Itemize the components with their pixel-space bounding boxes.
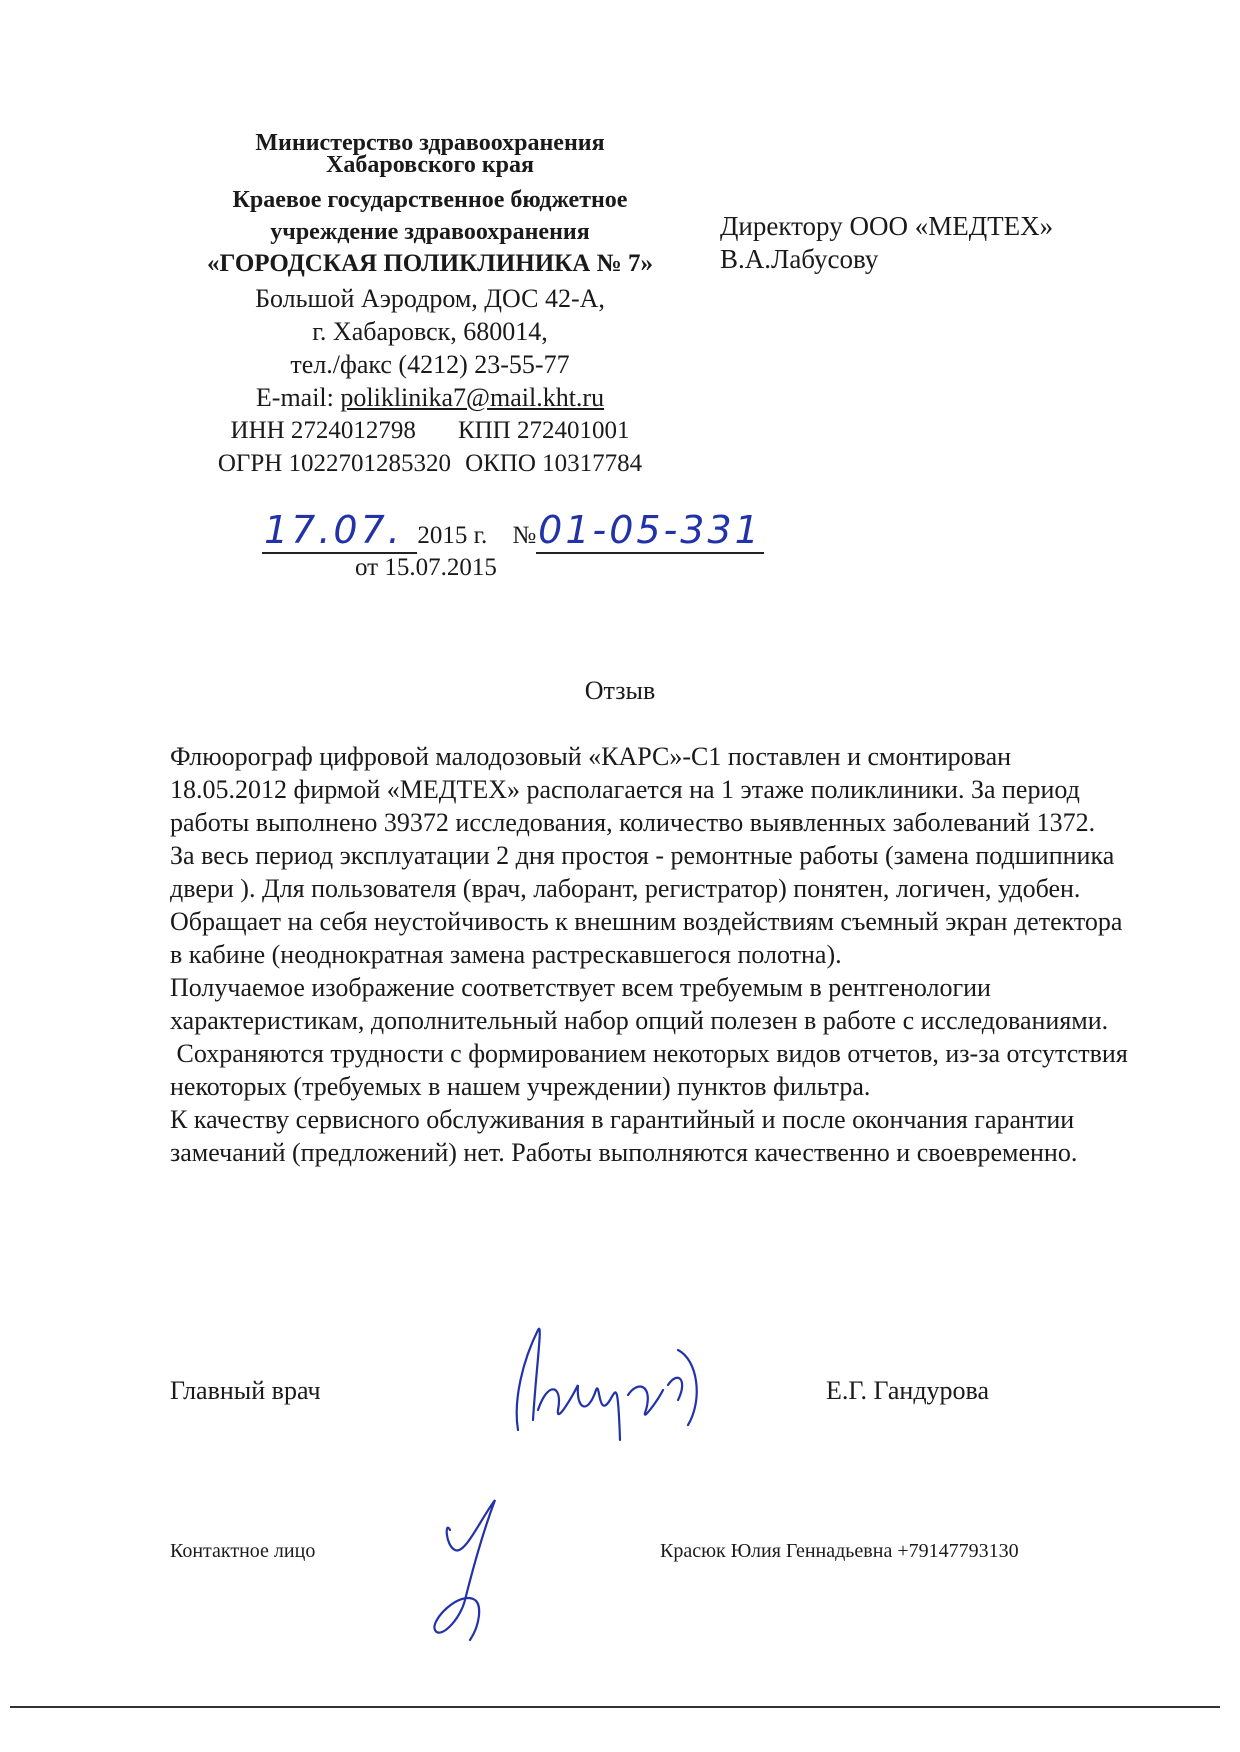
phone-fax: тел./факс (4212) 23-55-77 [290, 350, 570, 379]
okpo: ОКПО 10317784 [465, 450, 643, 477]
handwritten-date: 17.07. [264, 508, 403, 552]
contact-person-details: Красюк Юлия Геннадьевна +79147793130 [660, 1540, 1019, 1562]
chief-doctor-signature [478, 1300, 738, 1450]
address-line-2: г. Хабаровск, 680014, [312, 317, 548, 346]
body-paragraph: Флюорограф цифровой малодозовый «КАРС»-С1 поставлен и смонтирован 18.05.2012 фирмой «МЕДТЕХ» располагается на 1 этаже поликлиники. За период работы выполнено 39372 исследования, количество выявленных заболеваний 1372. [170, 742, 1096, 837]
address-line-1: Большой Аэродром, ДОС 42-А, [255, 284, 605, 313]
signatory-name: Е.Г. Гандурова [826, 1376, 990, 1405]
ogrn: ОГРН 1022701285320 [217, 450, 452, 477]
outgoing-year: 2015 г. [417, 522, 488, 549]
signatory-post: Главный врач [170, 1376, 321, 1405]
inn-kpp-line [170, 414, 690, 447]
body-paragraph: За весь период эксплуатации 2 дня простоя - ремонтные работы (замена подшипника двери ). Для пользователя (врач, лаборант, регистратор) понятен, логичен, удобен. Обращает на себя неустойчивость к внешним воздействиям съемный экран детектора в кабине (неоднократная замена растрескавшегося полотна). [170, 841, 1123, 969]
ministry-line-1: Министерство здравоохранения [255, 130, 605, 156]
outgoing-number [262, 508, 764, 554]
body-paragraph: Получаемое изображение соответствует всем требуемым в рентгенологии характеристикам, дополнительный набор опций полезен в работе с исследованиями. [170, 973, 1109, 1035]
email-link[interactable]: poliklinika7@mail.kht.ru [340, 383, 605, 412]
sender-header [170, 132, 690, 480]
kpp: КПП 272401001 [457, 417, 630, 444]
outgoing-number-field [536, 508, 764, 554]
recipient-line-2: В.А.Лабусову [720, 244, 879, 274]
handwritten-number: 01-05-331 [538, 508, 762, 552]
number-label: № [512, 522, 537, 549]
inn: ИНН 2724012798 [230, 417, 416, 444]
recipient-line-1: Директору ООО «МЕДТЕХ» [720, 211, 1054, 241]
contact-signature [420, 1490, 530, 1650]
recipient-block [720, 210, 1053, 276]
org-line-1: Краевое государственное бюджетное [232, 187, 628, 213]
org-line-2: учреждение здравоохранения [270, 219, 590, 245]
body-paragraph: К качеству сервисного обслуживания в гарантийный и после окончания гарантии замечаний (предложений) нет. Работы выполняются качественно и своевременно. [170, 1105, 1078, 1167]
body-paragraph: Сохраняются трудности с формированием некоторых видов отчетов, из-за отсутствия некоторых (требуемых в нашем учреждении) пунктов фильтра. [170, 1039, 1135, 1101]
email-label: E-mail: [255, 383, 341, 412]
reference-date: от 15.07.2015 [355, 554, 497, 581]
letter-body [170, 740, 1135, 1169]
document-title: Отзыв [584, 676, 656, 705]
contact-person-label: Контактное лицо [170, 1540, 316, 1562]
email-line [170, 381, 690, 414]
bottom-rule [10, 1706, 1220, 1708]
outgoing-date-field [262, 508, 417, 554]
ministry-line-2: Хабаровского края [326, 152, 534, 178]
org-name: «ГОРОДСКАЯ ПОЛИКЛИНИКА № 7» [207, 250, 653, 277]
ogrn-okpo-line [170, 447, 690, 480]
